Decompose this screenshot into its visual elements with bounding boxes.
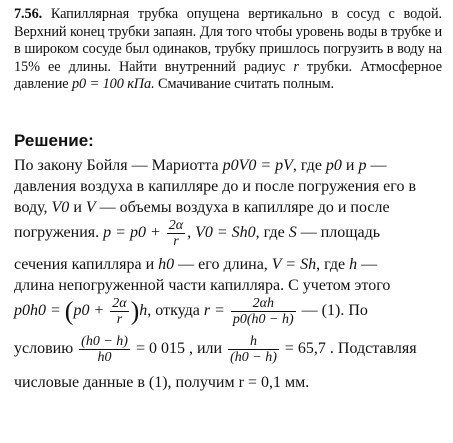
fraction-condition	[79, 334, 130, 365]
problem-number: 7.56.	[14, 6, 43, 22]
numerator: 2α	[168, 218, 184, 233]
text-segment: , где	[316, 256, 346, 273]
solution-line-8	[14, 334, 442, 372]
problem-text-end: Смачивание считать полным.	[158, 76, 334, 93]
numerator: (h0 − h)	[81, 334, 128, 349]
solution-body	[14, 155, 442, 393]
fraction-2a-r	[110, 296, 128, 327]
solution-line-1	[14, 155, 442, 176]
numerator: 2αh	[231, 296, 296, 312]
text-segment: длина непогруженной части капилляра. С учетом этого	[14, 277, 391, 294]
text-segment: По закону Бойля — Мариотта	[14, 157, 219, 174]
formula-v-sh: V = Sh	[271, 256, 317, 273]
problem-p0: p0 = 100 кПа.	[72, 76, 155, 93]
var-h: h	[139, 302, 148, 320]
var-p0: p0	[325, 157, 342, 174]
text-segment: — объемы воздуха в капилляре до и после	[99, 199, 390, 216]
fraction-ratio	[228, 334, 279, 365]
text-segment: ,	[187, 224, 192, 242]
solution-line-9	[14, 372, 442, 393]
solution-heading: Решение:	[14, 131, 94, 150]
text-segment: и	[345, 157, 355, 174]
var-p: p	[358, 157, 367, 174]
problem-text-mid: трубки. Атмосферное давление	[14, 58, 442, 93]
formula-r: r =	[203, 302, 225, 320]
denominator: r	[116, 312, 123, 327]
denominator: h0	[97, 350, 112, 365]
text-segment: — (1). По	[301, 302, 368, 320]
denominator: r	[173, 234, 179, 249]
text-segment: — его длина,	[178, 256, 268, 273]
formula-boyle: p0V0 = pV	[222, 157, 293, 174]
problem-statement	[14, 6, 442, 94]
numerator: 2α	[112, 296, 127, 311]
formula-lhs: p0h0 =	[14, 302, 61, 320]
solution-line-4	[14, 218, 442, 254]
problem-var-r: r	[293, 58, 299, 75]
var-v0: V0	[51, 199, 70, 216]
text-segment: = 65,7 . Подставляя	[284, 340, 417, 358]
solution-line-5	[14, 254, 442, 275]
denominator: p0(h0 − h)	[232, 312, 294, 327]
text-segment: погружения.	[14, 224, 100, 242]
text-segment: условию	[14, 340, 74, 358]
text-segment: , откуда	[147, 302, 200, 320]
var-h0: h0	[158, 256, 175, 273]
text-segment: —	[370, 157, 387, 174]
solution-line-7	[14, 296, 442, 334]
var-h: h	[349, 256, 358, 273]
paren-close: )	[130, 296, 140, 326]
solution-line-3	[14, 197, 442, 218]
text-segment: — площадь	[300, 224, 381, 242]
solution-line-6	[14, 275, 442, 296]
text-segment: и	[73, 199, 82, 216]
text-segment: давления воздуха в капилляре до и после погружения его в	[14, 178, 416, 195]
text-segment: воду,	[14, 199, 48, 216]
text-segment: —	[361, 256, 378, 273]
solution-line-2	[14, 176, 442, 197]
fraction-2a-r	[167, 218, 185, 249]
text-segment: числовые данные в (1), получим r = 0,1 мм.	[14, 374, 310, 391]
problem-text: Капиллярная трубка опущена вертикально в сосуд с водой. Верхний конец трубки запаян. Для того чтобы уровень воды в трубке и в широком сосуде был одинаков, трубку пришлось погрузить в воду на 15% ее длины. Найти внутренний радиус	[14, 6, 442, 75]
numerator: h	[228, 334, 279, 350]
formula-volume: V0 = Sh0	[195, 224, 256, 242]
formula-p0-plus: p0 +	[73, 302, 105, 320]
denominator: (h0 − h)	[230, 350, 277, 365]
fraction-r	[231, 296, 296, 327]
formula-pressure: p = p0 +	[103, 224, 161, 242]
paren-open: (	[64, 296, 74, 326]
text-segment: = 0 015 , или	[135, 340, 223, 358]
text-segment: , где	[292, 157, 322, 174]
var-v: V	[85, 199, 96, 216]
text-segment: сечения капилляра и	[14, 256, 155, 273]
text-segment: , где	[255, 224, 285, 242]
var-s: S	[288, 224, 297, 242]
